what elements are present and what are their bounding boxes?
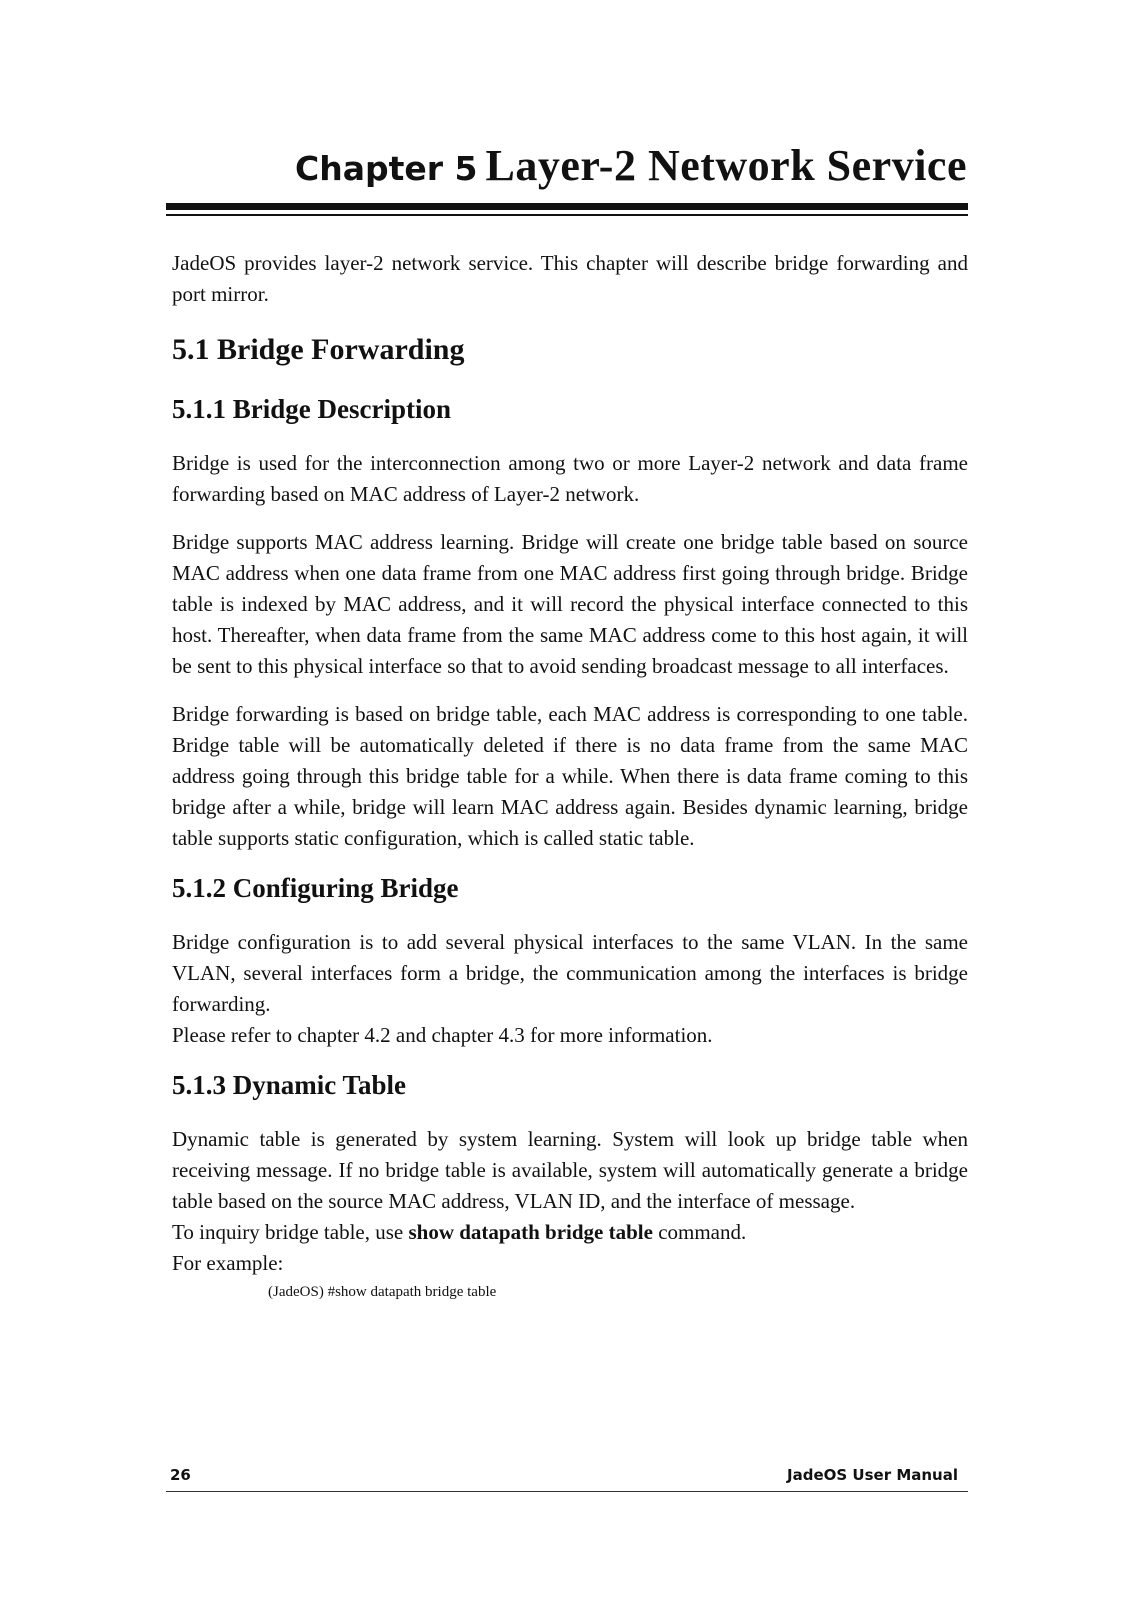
chapter-number: Chapter 5: [295, 149, 478, 188]
section-heading-5-1-3: 5.1.3 Dynamic Table: [172, 1070, 407, 1100]
bridge-description-p3: Bridge forwarding is based on bridge table, each MAC address is corresponding to one table. Bridge table will be automatically deleted if there is no data frame from the same MAC address going through this bridge table for a while. When there is data frame coming to this bridge after a while, bridge will learn MAC address again. Besides dynamic learning, bridge table supports static configuration, which is called static table.: [172, 702, 968, 850]
dynamic-table-p1: Dynamic table is generated by system learning. System will look up bridge table when receiving message. If no bridge table is available, system will automatically generate a bridge table based on the source MAC address, VLAN ID, and the interface of message.: [172, 1127, 968, 1213]
configuring-bridge-p1: Bridge configuration is to add several physical interfaces to the same VLAN. In the same VLAN, several interfaces form a bridge, the communication among the interfaces is bridge forwarding.: [172, 930, 968, 1016]
footer-rule: [166, 1491, 968, 1492]
manual-title: JadeOS User Manual: [787, 1466, 958, 1484]
section-heading-5-1: 5.1 Bridge Forwarding: [172, 333, 465, 366]
command-name: show datapath bridge table: [408, 1220, 653, 1244]
page-footer: [170, 1466, 966, 1490]
intro-paragraph: JadeOS provides layer-2 network service. This chapter will describe bridge forwarding and port mirror.: [172, 251, 968, 306]
dynamic-table-p2-before: To inquiry bridge table, use: [172, 1220, 409, 1244]
title-rule-thick: [166, 203, 968, 210]
section-heading-5-1-2: 5.1.2 Configuring Bridge: [172, 873, 459, 903]
dynamic-table-p2: [172, 1217, 968, 1248]
bridge-description-p1: Bridge is used for the interconnection among two or more Layer-2 network and data frame forwarding based on MAC address of Layer-2 network.: [172, 451, 968, 506]
page-number: 26: [170, 1466, 191, 1484]
bridge-description-p2: Bridge supports MAC address learning. Bridge will create one bridge table based on source MAC address when one data frame from one MAC address first going through bridge. Bridge table is indexed by MAC address, and it will record the physical interface connected to this host. Thereafter, when data frame from the same MAC address come to this host again, it will be sent to this physical interface so that to avoid sending broadcast message to all interfaces.: [172, 530, 968, 678]
chapter-title: [295, 140, 967, 191]
chapter-name: Layer-2 Network Service: [485, 141, 967, 190]
configuring-bridge-p2: Please refer to chapter 4.2 and chapter 4.3 for more information.: [172, 1023, 713, 1047]
dynamic-table-p2-after: command.: [652, 1220, 747, 1244]
section-heading-5-1-1: 5.1.1 Bridge Description: [172, 394, 451, 424]
dynamic-table-p3: For example:: [172, 1251, 284, 1275]
page-body: [172, 248, 968, 1303]
code-example: (JadeOS) #show datapath bridge table: [268, 1284, 497, 1300]
title-rule-thin: [166, 214, 968, 216]
